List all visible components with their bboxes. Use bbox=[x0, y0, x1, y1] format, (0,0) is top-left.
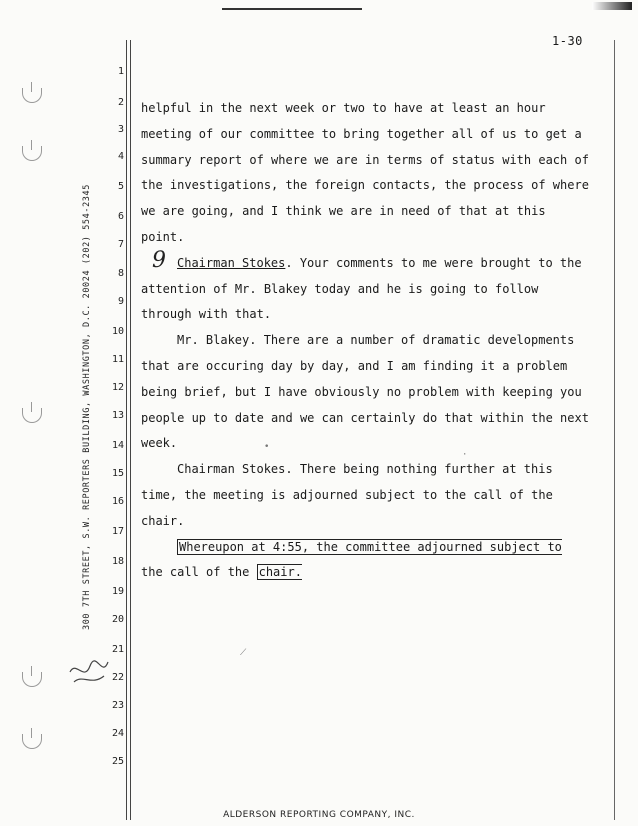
line-number: 16 bbox=[111, 496, 124, 507]
adjournment-line bbox=[141, 535, 613, 561]
line-number: 4 bbox=[117, 151, 124, 162]
transcript-line: through with that. bbox=[141, 307, 272, 322]
line-number: 22 bbox=[111, 672, 124, 683]
left-margin-rule bbox=[126, 40, 131, 820]
binder-hole-icon bbox=[22, 88, 42, 103]
speck: • bbox=[264, 442, 270, 452]
line-number: 3 bbox=[117, 124, 124, 135]
transcript-line: that are occuring day by day, and I am finding it a problem bbox=[141, 358, 568, 373]
line-number: 25 bbox=[111, 756, 124, 767]
transcript-line: the investigations, the foreign contacts, the process of where bbox=[141, 178, 589, 193]
binder-hole-icon bbox=[22, 672, 42, 687]
transcript-line: being brief, but I have obviously no problem with keeping you bbox=[141, 384, 582, 399]
transcript-body bbox=[141, 96, 613, 586]
binder-hole-icon bbox=[22, 734, 42, 749]
transcript-line: we are going, and I think we are in need of that at this bbox=[141, 204, 546, 219]
line-number: 9 bbox=[117, 296, 124, 307]
binder-hole-icon bbox=[22, 408, 42, 423]
line-number: 20 bbox=[111, 614, 124, 625]
speaker-line: Chairman Stokes. There being nothing further at this bbox=[177, 462, 553, 477]
adjournment-text: the call of the bbox=[141, 565, 257, 580]
transcript-line: point. bbox=[141, 229, 185, 244]
right-margin-rule bbox=[614, 40, 615, 820]
top-smudge bbox=[592, 2, 632, 10]
transcript-line: week. bbox=[141, 436, 178, 451]
transcript-line: helpful in the next week or two to have at least an hour bbox=[141, 101, 546, 115]
line-number: 6 bbox=[117, 211, 124, 222]
top-rule bbox=[222, 8, 362, 10]
line-number: 7 bbox=[117, 239, 124, 250]
line-number: 13 bbox=[111, 410, 124, 421]
line-number: 24 bbox=[111, 728, 124, 739]
footer: ALDERSON REPORTING COMPANY, INC. bbox=[223, 810, 415, 820]
line-number: 15 bbox=[111, 468, 124, 479]
line-number: 10 bbox=[111, 326, 124, 337]
line-number: 21 bbox=[111, 644, 124, 655]
transcript-line: summary report of where we are in terms of status with each of bbox=[141, 152, 589, 167]
line-number: 12 bbox=[111, 382, 124, 393]
line-number: 11 bbox=[111, 354, 124, 365]
line-number: 5 bbox=[117, 181, 124, 192]
line-number: 23 bbox=[111, 700, 124, 711]
page-number: 1-30 bbox=[552, 34, 583, 48]
line-number: 1 bbox=[117, 66, 124, 77]
reporter-address: 300 7TH STREET, S.W. REPORTERS BUILDING, WASHINGTON, D.C. 20024 (202) 554-2345 bbox=[82, 184, 92, 630]
line-number: 17 bbox=[111, 526, 124, 537]
speaker-line: Mr. Blakey. There are a number of dramatic developments bbox=[177, 333, 575, 348]
transcript-line: chair. bbox=[141, 513, 185, 528]
line-number: 18 bbox=[111, 556, 124, 567]
adjournment-line bbox=[141, 560, 613, 586]
transcript-line: time, the meeting is adjourned subject to the call of the bbox=[141, 487, 553, 502]
handwritten-mark: 9 bbox=[152, 248, 166, 273]
line-number: 14 bbox=[111, 440, 124, 451]
speaker-line bbox=[141, 251, 613, 277]
transcript-line: people up to date and we can certainly do that within the next bbox=[141, 410, 589, 425]
pen-mark: ⟋ bbox=[240, 648, 247, 658]
binder-hole-icon bbox=[22, 146, 42, 161]
speech-text: . Your comments to me were brought to the bbox=[285, 255, 582, 270]
speck: · bbox=[462, 450, 468, 460]
bracketed-text: chair. bbox=[258, 565, 302, 580]
transcript-line: meeting of our committee to bring together all of us to get a bbox=[141, 126, 582, 141]
line-number: 8 bbox=[117, 268, 124, 279]
bracketed-text: Whereupon at 4:55, the committee adjourned subject to bbox=[179, 539, 562, 554]
line-number: 19 bbox=[111, 586, 124, 597]
stamp-scribble-icon bbox=[66, 652, 112, 690]
transcript-line: attention of Mr. Blakey today and he is going to follow bbox=[141, 281, 539, 296]
speaker-name: Chairman Stokes bbox=[177, 255, 286, 270]
line-number: 2 bbox=[117, 97, 124, 108]
